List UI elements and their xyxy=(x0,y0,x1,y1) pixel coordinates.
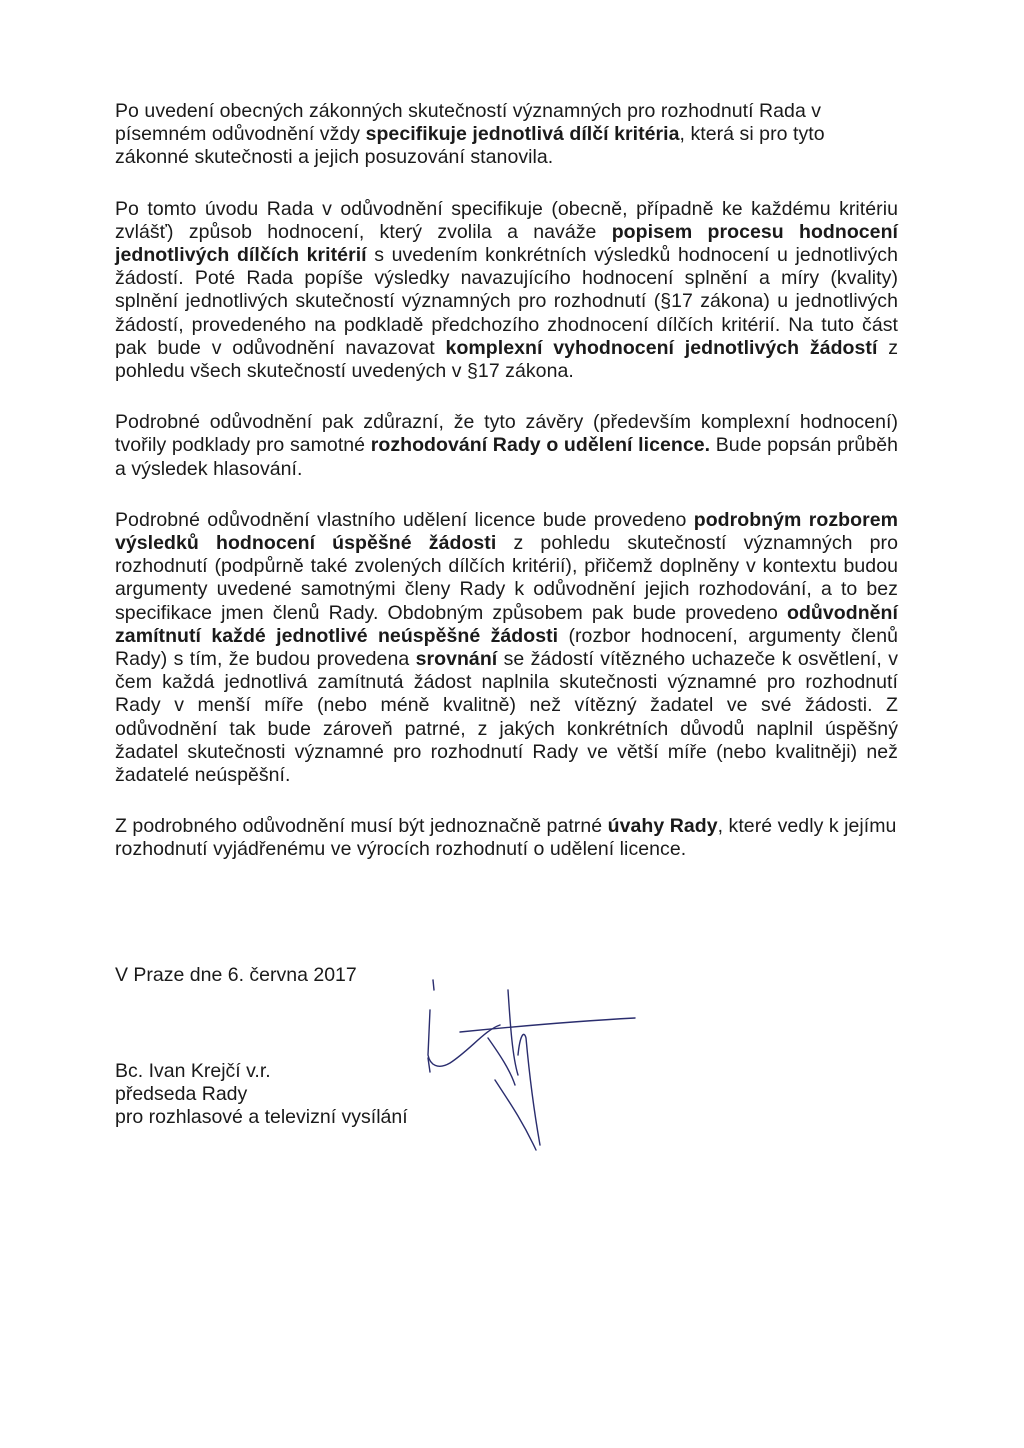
handwritten-signature xyxy=(400,960,660,1160)
paragraph-4 xyxy=(115,509,898,787)
paragraph-2-text: z pohledu všech skutečností uvedených v §17 zákona. xyxy=(115,336,898,383)
signature-block xyxy=(115,1060,408,1129)
signatory-name: Bc. Ivan Krejčí v.r. xyxy=(115,1060,271,1082)
paragraph-2-bold: popisem procesu hodnocení jednotlivých dílčích kritérií xyxy=(115,220,899,267)
signatory-role: předseda Rady xyxy=(115,1083,248,1105)
paragraph-2-text: s uvedením konkrétních výsledků hodnocení u jednotlivých žádostí. Poté Rada popíše výsledky navazujícího hodnocení splnění a míry (kvality) splnění jednotlivých skutečností významných pro rozhodnutí (§17 zákona) u jednotlivých žádostí, provedeného na podkladě předchozího zhodnocení dílčích kritérií. Na tuto část pak bude v odůvodnění navazovat xyxy=(115,244,898,359)
paragraph-4-text: se žádostí vítězného uchazeče k osvětlení, v čem každá jednotlivá zamítnutá žádost naplnila skutečnosti významné pro rozhodnutí Rady v menší míře (nebo méně kvalitně) než vítězný žadatel ve své žádosti. Z odůvodnění tak bude zároveň patrné, z jakých konkrétních důvodů naplnil úspěšný žadatel skutečnosti významné pro rozhodnutí Rady ve větší míře (nebo kvalitněji) než žadatelé neúspěšní. xyxy=(115,648,898,787)
signatory-organization: pro rozhlasové a televizní vysílání xyxy=(115,1106,408,1128)
paragraph-3 xyxy=(115,411,898,481)
paragraph-4-bold: srovnání xyxy=(415,648,498,671)
signature-stroke xyxy=(518,1034,540,1145)
paragraph-5-text: , které vedly k jejímu rozhodnutí vyjádřenému ve výrocích rozhodnutí o udělení licence. xyxy=(115,815,897,861)
paragraph-1-text: Po uvedení obecných zákonných skutečností významných pro rozhodnutí Rada v písemném odůvodnění vždy xyxy=(115,100,822,146)
signature-stroke xyxy=(495,1080,536,1150)
paragraph-2-text: Po tomto úvodu Rada v odůvodnění specifikuje (obecně, případně ke každému kritériu zvlášť) způsob hodnocení, který zvolila a naváže xyxy=(115,197,898,243)
paragraph-5-text: Z podrobného odůvodnění musí být jednoznačně patrné xyxy=(115,815,608,838)
signature-stroke xyxy=(428,1010,500,1066)
paragraph-3-text: Bude popsán průběh a výsledek hlasování. xyxy=(115,434,899,480)
paragraph-1-text: , která si pro tyto zákonné skutečnosti a jejich posuzování stanovila. xyxy=(115,123,825,169)
signature-stroke xyxy=(508,990,518,1075)
date-line: V Praze dne 6. června 2017 xyxy=(115,964,357,986)
signature-stroke xyxy=(433,980,434,990)
paragraph-5 xyxy=(115,815,898,861)
paragraph-5-bold: úvahy Rady xyxy=(607,815,718,838)
paragraph-4-bold: podrobným rozborem výsledků hodnocení úspěšné žádosti xyxy=(115,508,898,555)
paragraph-2-bold: komplexní vyhodnocení jednotlivých žádostí xyxy=(445,336,878,359)
document-body xyxy=(115,100,898,890)
paragraph-1-bold: specifikuje jednotlivá dílčí kritéria xyxy=(365,123,680,146)
paragraph-4-bold: odůvodnění zamítnutí každé jednotlivé neúspěšné žádosti xyxy=(115,601,898,647)
paragraph-3-bold: rozhodování Rady o udělení licence. xyxy=(370,434,711,457)
signature-stroke xyxy=(488,1038,515,1085)
paragraph-3-text: Podrobné odůvodnění pak zdůrazní, že tyto závěry (především komplexní hodnocení) tvořily podklady pro samotné xyxy=(115,411,898,457)
paragraph-1 xyxy=(115,100,898,170)
signature-stroke xyxy=(460,1018,635,1032)
paragraph-2 xyxy=(115,198,898,384)
paragraph-4-text: (rozbor hodnocení, argumenty členů Rady) s tím, že budou provedena xyxy=(115,624,898,671)
paragraph-4-text: Podrobné odůvodnění vlastního udělení licence bude provedeno xyxy=(115,508,694,531)
paragraph-4-text: z pohledu skutečností významných pro rozhodnutí (podpůrně také zvolených dílčích kritérií), přičemž doplněny v kontextu budou argumenty uvedené samotnými členy Rady k odůvodnění jejich rozhodování, a to bez specifikace jmen členů Rady. Obdobným způsobem pak bude provedeno xyxy=(115,532,898,624)
